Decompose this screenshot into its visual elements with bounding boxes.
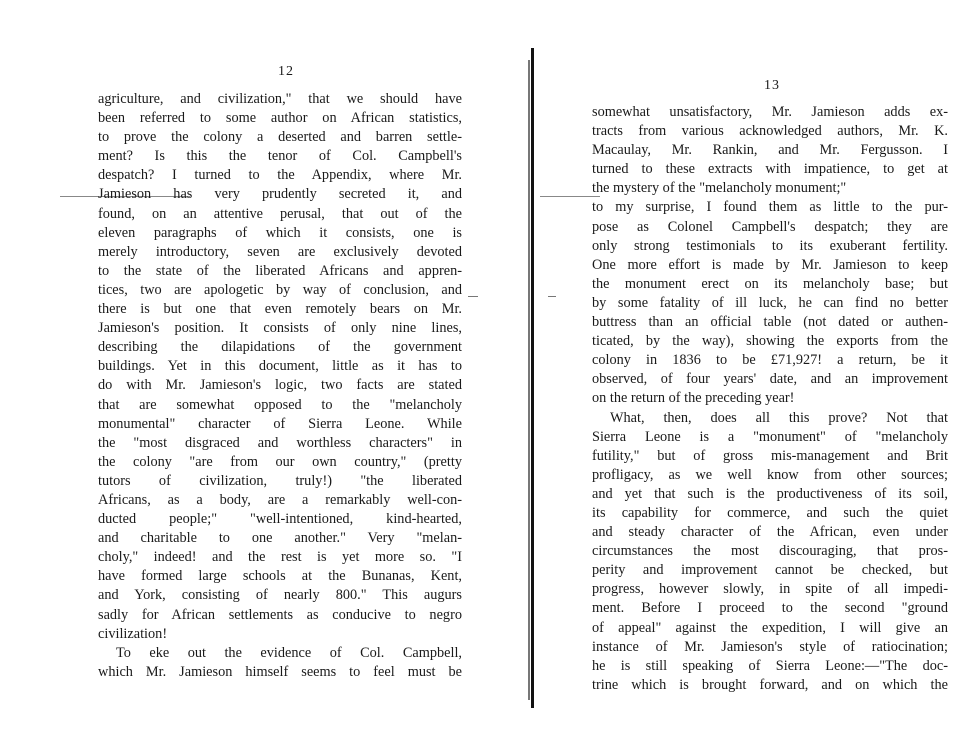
page-body-text	[592, 103, 948, 695]
text-line: profligacy, as we well know from other sources;	[592, 466, 948, 483]
page-number: 12	[278, 64, 294, 79]
text-line: and charitable to one another." Very "melan-	[98, 530, 462, 547]
text-line: Jamieson's position. It consists of only nine lines,	[98, 320, 462, 337]
text-line: the colony "are from our own country," (pretty	[98, 453, 462, 470]
text-line: and yet that such is the productiveness of its soil,	[592, 485, 948, 502]
text-line: to my surprise, I found them as little to the pur-	[592, 199, 948, 216]
left-page	[98, 0, 462, 729]
text-line: its capability for commerce, and such the quiet	[592, 504, 948, 521]
text-line: only strong testimonials to its exuberant fertility.	[592, 237, 948, 254]
text-line: buildings. Yet in this document, little as it has to	[98, 358, 462, 375]
scan-speck	[468, 296, 478, 297]
text-line: the monument erect on its melancholy base; but	[592, 275, 948, 292]
text-line: sadly for African settlements as conducive to negro	[98, 606, 462, 623]
text-line: perity and improvement cannot be checked, but	[592, 562, 948, 579]
text-line: turned to these extracts with impatience, to get at	[592, 161, 948, 178]
book-gutter	[531, 48, 534, 708]
text-line: colony in 1836 to be £71,927! a return, be it	[592, 352, 948, 369]
text-line: merely introductory, seven are exclusively devoted	[98, 243, 462, 260]
text-line: to the state of the liberated Africans and appren-	[98, 262, 462, 279]
text-line: What, then, does all this prove? Not that	[610, 409, 948, 426]
text-line: he is still speaking of Sierra Leone:—"The doc-	[592, 657, 948, 674]
text-line: ment? Is this the tenor of Col. Campbell's	[98, 148, 462, 165]
text-line: on the return of the preceding year!	[592, 390, 795, 407]
text-line: instance of Mr. Jamieson's style of ratiocination;	[592, 638, 948, 655]
text-line: choly," indeed! and the rest is yet more so. "I	[98, 549, 462, 566]
text-line: been referred to some author on African statistics,	[98, 110, 462, 127]
text-line: have formed large schools at the Bunanas, Kent,	[98, 568, 462, 585]
text-line: tutors of civilization, truly!) "the liberated	[98, 472, 462, 489]
text-line: which Mr. Jamieson himself seems to feel must be	[98, 663, 462, 680]
text-line: and steady character of the African, even under	[592, 524, 948, 541]
text-line: of appeal" against the expedition, I will give an	[592, 619, 948, 636]
text-line: by some fatality of ill luck, he can find no better	[592, 294, 948, 311]
text-line: pose as Colonel Campbell's despatch; they are	[592, 218, 948, 235]
text-line: and York, consisting of nearly 800." This augurs	[98, 587, 462, 604]
text-line: Jamieson has very prudently secreted it, and	[98, 186, 462, 203]
text-line: Sierra Leone is a "monument" of "melancholy	[592, 428, 948, 445]
text-line: tices, two are apologetic by way of conclusion, and	[98, 281, 462, 298]
text-line: there is but one that even remotely bears on Mr.	[98, 301, 462, 318]
text-line: To eke out the evidence of Col. Campbell,	[116, 644, 462, 661]
text-line: do with Mr. Jamieson's logic, two facts are stated	[98, 377, 462, 394]
page-body-text	[98, 90, 462, 682]
page-number: 13	[764, 78, 780, 93]
text-line: Macaulay, Mr. Rankin, and Mr. Fergusson. I	[592, 142, 948, 159]
text-line: observed, of four years' date, and an improvement	[592, 371, 948, 388]
text-line: tracts from various acknowledged authors, Mr. K.	[592, 123, 948, 140]
text-line: ment. Before I proceed to the second "ground	[592, 600, 948, 617]
text-line: to prove the colony a deserted and barren settle-	[98, 129, 462, 146]
text-line: progress, however slowly, in spite of all impedi-	[592, 581, 948, 598]
text-line: found, on an attentive perusal, that out of the	[98, 205, 462, 222]
text-line: One more effort is made by Mr. Jamieson to keep	[592, 256, 948, 273]
text-line: agriculture, and civilization," that we should have	[98, 91, 462, 107]
text-line: somewhat unsatisfactory, Mr. Jamieson adds ex-	[592, 104, 948, 120]
text-line: the "most disgraced and worthless characters" in	[98, 434, 462, 451]
text-line: the mystery of the "melancholy monument;"	[592, 180, 847, 197]
text-line: circumstances the most discouraging, that pros-	[592, 543, 948, 560]
text-line: buttress than an official table (not dated or authen-	[592, 314, 948, 331]
text-line: monumental" character of Sierra Leone. While	[98, 415, 462, 432]
right-page	[592, 0, 948, 729]
text-line: civilization!	[98, 625, 168, 642]
text-line: that are somewhat opposed to the "melancholy	[98, 396, 462, 413]
text-line: trine which is brought forward, and on which the	[592, 676, 948, 693]
text-line: ducted people;" "well-intentioned, kind-hearted,	[98, 511, 462, 528]
scan-line-right	[540, 196, 600, 197]
text-line: eleven paragraphs of which it consists, one is	[98, 224, 462, 241]
text-line: futility," but of gross mis-management and Brit	[592, 447, 948, 464]
text-line: describing the dilapidations of the government	[98, 339, 462, 356]
gutter-shadow	[528, 60, 530, 700]
text-line: despatch? I turned to the Appendix, where Mr.	[98, 167, 462, 184]
text-line: ticated, by the way), showing the exports from the	[592, 333, 948, 350]
scan-speck	[548, 296, 556, 297]
text-line: Africans, as a body, are a remarkably well-con-	[98, 491, 462, 508]
